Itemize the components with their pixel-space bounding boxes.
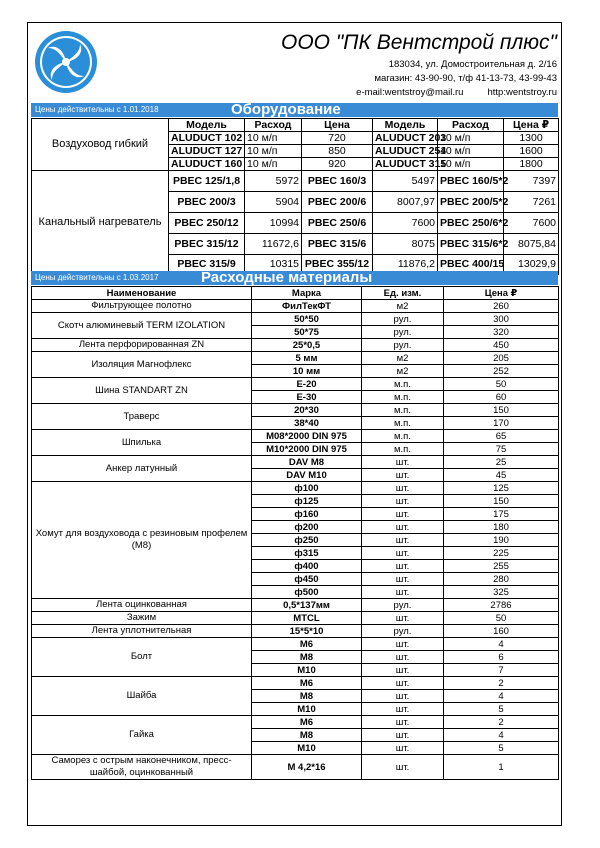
materials-row bbox=[32, 339, 559, 352]
material-brand: ФилТекФТ bbox=[252, 300, 362, 313]
material-unit: шт. bbox=[362, 716, 444, 729]
material-unit: м.п. bbox=[362, 417, 444, 430]
flex-column-header: Расход bbox=[438, 119, 504, 132]
flex-cell: 10 м/п bbox=[438, 132, 504, 145]
materials-header-row bbox=[32, 287, 559, 300]
material-price: 60 bbox=[444, 391, 559, 404]
material-unit: шт. bbox=[362, 456, 444, 469]
material-name: Лента перфорированная ZN bbox=[32, 339, 252, 352]
heater-cell: PBEC 200/3 bbox=[169, 192, 245, 213]
material-brand: ф500 bbox=[252, 586, 362, 599]
material-price: 280 bbox=[444, 573, 559, 586]
material-name: Анкер латунный bbox=[32, 456, 252, 482]
material-price: 450 bbox=[444, 339, 559, 352]
materials-column-header: Марка bbox=[252, 287, 362, 300]
material-brand: M08*2000 DIN 975 bbox=[252, 430, 362, 443]
flex-column-header: Цена bbox=[302, 119, 373, 132]
heater-cell: PBEC 315/6 bbox=[302, 234, 373, 255]
material-unit: шт. bbox=[362, 586, 444, 599]
material-name: Саморез с острым наконечником, пресс-шайбой, оцинкованный bbox=[32, 755, 252, 780]
material-price: 180 bbox=[444, 521, 559, 534]
material-unit: шт. bbox=[362, 573, 444, 586]
flex-cell: 1800 bbox=[504, 158, 559, 171]
material-price: 1 bbox=[444, 755, 559, 780]
material-name: Шпилька bbox=[32, 430, 252, 456]
material-name: Траверс bbox=[32, 404, 252, 430]
material-price: 4 bbox=[444, 729, 559, 742]
material-brand: 0,5*137мм bbox=[252, 599, 362, 612]
website-link[interactable]: http:wentstroy.ru bbox=[487, 87, 557, 98]
heater-cell: PBEC 250/12 bbox=[169, 213, 245, 234]
material-unit: шт. bbox=[362, 638, 444, 651]
material-price: 150 bbox=[444, 495, 559, 508]
material-price: 75 bbox=[444, 443, 559, 456]
materials-column-header: Наименование bbox=[32, 287, 252, 300]
material-brand: 10 мм bbox=[252, 365, 362, 378]
material-unit: шт. bbox=[362, 612, 444, 625]
materials-row bbox=[32, 456, 559, 469]
material-price: 50 bbox=[444, 378, 559, 391]
material-unit: шт. bbox=[362, 547, 444, 560]
flex-cell: 10 м/п bbox=[438, 158, 504, 171]
flex-column-header: Расход bbox=[245, 119, 302, 132]
material-name: Лента оцинкованная bbox=[32, 599, 252, 612]
heater-cell: PBEC 250/6 bbox=[302, 213, 373, 234]
materials-row bbox=[32, 677, 559, 690]
material-unit: м.п. bbox=[362, 391, 444, 404]
material-brand: M8 bbox=[252, 729, 362, 742]
material-unit: м.п. bbox=[362, 430, 444, 443]
material-unit: м2 bbox=[362, 365, 444, 378]
material-unit: шт. bbox=[362, 729, 444, 742]
flex-cell: 920 bbox=[302, 158, 373, 171]
material-brand: 50*50 bbox=[252, 313, 362, 326]
flex-column-header: Модель bbox=[169, 119, 245, 132]
materials-column-header: Цена ₽ bbox=[444, 287, 559, 300]
material-brand: M 4,2*16 bbox=[252, 755, 362, 780]
heater-cell: PBEC 315/9 bbox=[169, 255, 245, 275]
heater-cell: 13029,9 bbox=[504, 255, 559, 275]
heater-cell: PBEC 200/5*2 bbox=[438, 192, 504, 213]
material-price: 205 bbox=[444, 352, 559, 365]
material-price: 45 bbox=[444, 469, 559, 482]
material-brand: 5 мм bbox=[252, 352, 362, 365]
email-link[interactable]: e-mail:wentstroy@mail.ru bbox=[356, 87, 464, 98]
material-price: 225 bbox=[444, 547, 559, 560]
material-price: 7 bbox=[444, 664, 559, 677]
equipment-validity: Цены действительны с 1.01.2018 bbox=[35, 105, 159, 114]
heater-cell: 8075,84 bbox=[504, 234, 559, 255]
material-unit: рул. bbox=[362, 313, 444, 326]
material-price: 160 bbox=[444, 625, 559, 638]
material-price: 2 bbox=[444, 716, 559, 729]
material-price: 190 bbox=[444, 534, 559, 547]
material-brand: 25*0,5 bbox=[252, 339, 362, 352]
heater-cell: PBEC 315/6*2 bbox=[438, 234, 504, 255]
material-brand: M8 bbox=[252, 651, 362, 664]
flex-duct-name: Воздуховод гибкий bbox=[32, 119, 169, 171]
material-name: Шина STANDART ZN bbox=[32, 378, 252, 404]
material-price: 5 bbox=[444, 703, 559, 716]
flex-cell: ALUDUCT 102 bbox=[169, 132, 245, 145]
material-unit: шт. bbox=[362, 521, 444, 534]
material-price: 175 bbox=[444, 508, 559, 521]
material-unit: м.п. bbox=[362, 378, 444, 391]
equipment-section-bar bbox=[31, 103, 558, 117]
equipment-title: Оборудование bbox=[231, 101, 341, 118]
materials-row bbox=[32, 430, 559, 443]
material-brand: ф160 bbox=[252, 508, 362, 521]
material-brand: 38*40 bbox=[252, 417, 362, 430]
material-unit: м2 bbox=[362, 300, 444, 313]
materials-row bbox=[32, 716, 559, 729]
material-brand: ф400 bbox=[252, 560, 362, 573]
materials-row bbox=[32, 625, 559, 638]
material-brand: ф450 bbox=[252, 573, 362, 586]
company-logo-icon bbox=[34, 30, 98, 94]
flex-cell: 10 м/п bbox=[245, 132, 302, 145]
material-price: 252 bbox=[444, 365, 559, 378]
material-unit: шт. bbox=[362, 560, 444, 573]
company-name: ООО "ПК Вентстрой плюс" bbox=[281, 31, 557, 54]
material-unit: шт. bbox=[362, 534, 444, 547]
material-unit: рул. bbox=[362, 339, 444, 352]
flex-cell: 10 м/п bbox=[438, 145, 504, 158]
materials-table bbox=[31, 286, 559, 780]
material-brand: ф100 bbox=[252, 482, 362, 495]
material-price: 6 bbox=[444, 651, 559, 664]
material-price: 255 bbox=[444, 560, 559, 573]
material-unit: шт. bbox=[362, 664, 444, 677]
heater-cell: PBEC 125/1,8 bbox=[169, 171, 245, 192]
materials-row bbox=[32, 612, 559, 625]
material-unit: шт. bbox=[362, 755, 444, 780]
heater-row bbox=[32, 171, 559, 192]
material-unit: шт. bbox=[362, 690, 444, 703]
material-brand: ф125 bbox=[252, 495, 362, 508]
material-name: Болт bbox=[32, 638, 252, 677]
material-brand: M10*2000 DIN 975 bbox=[252, 443, 362, 456]
material-brand: M10 bbox=[252, 742, 362, 755]
material-brand: ф250 bbox=[252, 534, 362, 547]
material-brand: DAV M8 bbox=[252, 456, 362, 469]
materials-section-bar bbox=[31, 271, 558, 285]
heater-cell: 5972 bbox=[245, 171, 302, 192]
heater-cell: PBEC 400/15 bbox=[438, 255, 504, 275]
price-list-page bbox=[27, 22, 562, 826]
heater-cell: 5904 bbox=[245, 192, 302, 213]
heater-cell: 7261 bbox=[504, 192, 559, 213]
heater-cell: 8075 bbox=[373, 234, 438, 255]
material-name: Зажим bbox=[32, 612, 252, 625]
material-price: 50 bbox=[444, 612, 559, 625]
material-unit: шт. bbox=[362, 677, 444, 690]
flex-cell: 10 м/п bbox=[245, 145, 302, 158]
materials-row bbox=[32, 352, 559, 365]
material-unit: рул. bbox=[362, 625, 444, 638]
heater-cell: 7397 bbox=[504, 171, 559, 192]
materials-row bbox=[32, 404, 559, 417]
material-brand: MTCL bbox=[252, 612, 362, 625]
material-price: 2 bbox=[444, 677, 559, 690]
heater-cell: PBEC 315/12 bbox=[169, 234, 245, 255]
material-unit: м.п. bbox=[362, 404, 444, 417]
heater-cell: PBEC 200/6 bbox=[302, 192, 373, 213]
material-name: Изоляция Магнофлекс bbox=[32, 352, 252, 378]
heater-cell: PBEC 160/3 bbox=[302, 171, 373, 192]
material-price: 325 bbox=[444, 586, 559, 599]
material-price: 65 bbox=[444, 430, 559, 443]
material-brand: M10 bbox=[252, 664, 362, 677]
material-price: 170 bbox=[444, 417, 559, 430]
material-brand: M6 bbox=[252, 716, 362, 729]
material-unit: шт. bbox=[362, 651, 444, 664]
material-brand: 20*30 bbox=[252, 404, 362, 417]
materials-row bbox=[32, 638, 559, 651]
heater-cell: 10994 bbox=[245, 213, 302, 234]
heater-name: Канальный нагреватель bbox=[32, 171, 169, 275]
materials-row bbox=[32, 378, 559, 391]
material-name: Лента уплотнительная bbox=[32, 625, 252, 638]
material-unit: шт. bbox=[362, 495, 444, 508]
flex-column-header: Цена ₽ bbox=[504, 119, 559, 132]
material-brand: M6 bbox=[252, 638, 362, 651]
material-name: Гайка bbox=[32, 716, 252, 755]
flex-cell: 850 bbox=[302, 145, 373, 158]
materials-validity: Цены действительны с 1.03.2017 bbox=[35, 273, 159, 282]
material-price: 4 bbox=[444, 638, 559, 651]
heater-cell: PBEC 250/6*2 bbox=[438, 213, 504, 234]
contacts bbox=[356, 87, 557, 98]
material-unit: шт. bbox=[362, 742, 444, 755]
material-price: 5 bbox=[444, 742, 559, 755]
material-price: 2786 bbox=[444, 599, 559, 612]
material-brand: E-30 bbox=[252, 391, 362, 404]
material-price: 25 bbox=[444, 456, 559, 469]
material-brand: M8 bbox=[252, 690, 362, 703]
flex-cell: ALUDUCT 254 bbox=[373, 145, 438, 158]
shop-phones: магазин: 43-90-90, т/ф 41-13-73, 43-99-43 bbox=[374, 73, 557, 84]
materials-row bbox=[32, 482, 559, 495]
materials-column-header: Ед. изм. bbox=[362, 287, 444, 300]
flex-cell: 10 м/п bbox=[245, 158, 302, 171]
material-brand: ф200 bbox=[252, 521, 362, 534]
heater-cell: 8007,97 bbox=[373, 192, 438, 213]
materials-row bbox=[32, 300, 559, 313]
material-unit: шт. bbox=[362, 703, 444, 716]
flex-cell: ALUDUCT 127 bbox=[169, 145, 245, 158]
material-brand: 15*5*10 bbox=[252, 625, 362, 638]
material-price: 260 bbox=[444, 300, 559, 313]
flex-cell: 720 bbox=[302, 132, 373, 145]
material-unit: шт. bbox=[362, 469, 444, 482]
flex-cell: 1600 bbox=[504, 145, 559, 158]
flex-cell: ALUDUCT 160 bbox=[169, 158, 245, 171]
materials-row bbox=[32, 599, 559, 612]
material-brand: ф315 bbox=[252, 547, 362, 560]
material-price: 320 bbox=[444, 326, 559, 339]
material-price: 125 bbox=[444, 482, 559, 495]
material-brand: M6 bbox=[252, 677, 362, 690]
material-name: Фильтрующее полотно bbox=[32, 300, 252, 313]
flex-cell: 1300 bbox=[504, 132, 559, 145]
heater-cell: 10315 bbox=[245, 255, 302, 275]
material-unit: шт. bbox=[362, 482, 444, 495]
material-price: 150 bbox=[444, 404, 559, 417]
material-price: 300 bbox=[444, 313, 559, 326]
material-brand: M10 bbox=[252, 703, 362, 716]
heater-cell: PBEC 355/12 bbox=[302, 255, 373, 275]
equipment-table bbox=[31, 118, 559, 275]
material-unit: рул. bbox=[362, 326, 444, 339]
material-brand: 50*75 bbox=[252, 326, 362, 339]
flex-header-row bbox=[32, 119, 559, 132]
heater-cell: 7600 bbox=[373, 213, 438, 234]
materials-row bbox=[32, 313, 559, 326]
material-name: Хомут для воздуховода с резиновым профелем (M8) bbox=[32, 482, 252, 599]
material-name: Шайба bbox=[32, 677, 252, 716]
materials-title: Расходные материалы bbox=[201, 269, 373, 286]
flex-cell: ALUDUCT 203 bbox=[373, 132, 438, 145]
heater-cell: 11876,2 bbox=[373, 255, 438, 275]
material-name: Скотч алюминевый TERM IZOLATION bbox=[32, 313, 252, 339]
flex-cell: ALUDUCT 315 bbox=[373, 158, 438, 171]
material-brand: E-20 bbox=[252, 378, 362, 391]
material-brand: DAV M10 bbox=[252, 469, 362, 482]
material-unit: рул. bbox=[362, 599, 444, 612]
heater-cell: PBEC 160/5*2 bbox=[438, 171, 504, 192]
materials-row bbox=[32, 755, 559, 780]
material-price: 4 bbox=[444, 690, 559, 703]
material-unit: м2 bbox=[362, 352, 444, 365]
flex-column-header: Модель bbox=[373, 119, 438, 132]
material-unit: м.п. bbox=[362, 443, 444, 456]
heater-cell: 11672,6 bbox=[245, 234, 302, 255]
heater-cell: 7600 bbox=[504, 213, 559, 234]
company-address: 183034, ул. Домостроительная д. 2/16 bbox=[388, 59, 557, 70]
material-unit: шт. bbox=[362, 508, 444, 521]
heater-cell: 5497 bbox=[373, 171, 438, 192]
